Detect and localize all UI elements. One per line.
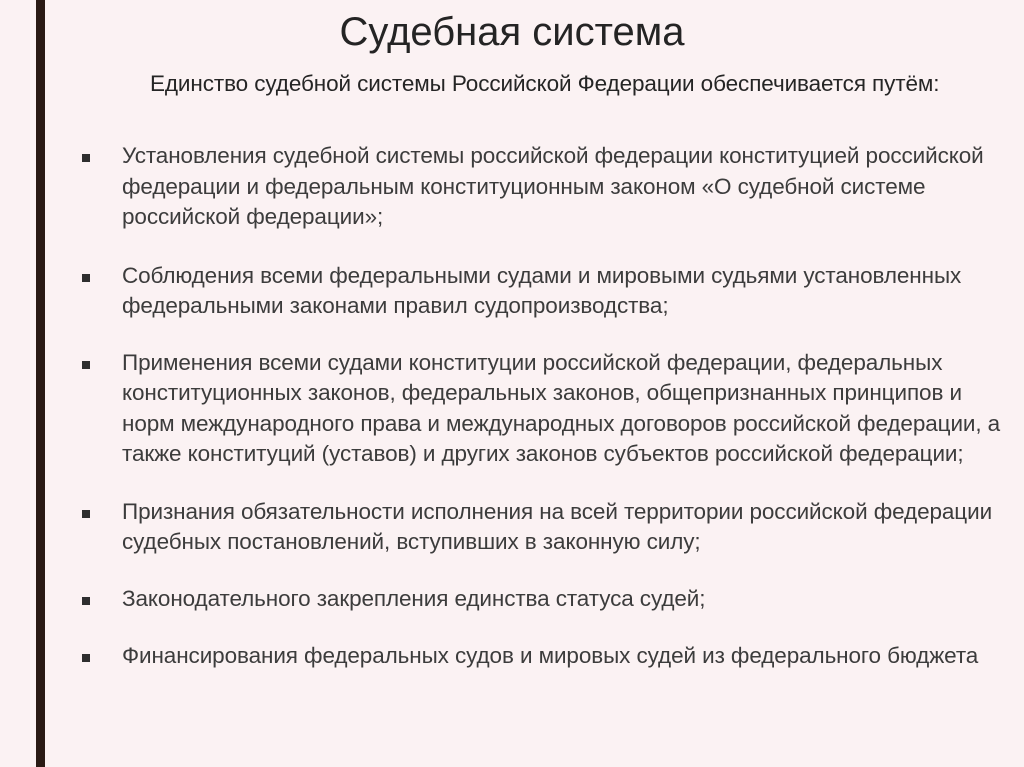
left-accent-bar xyxy=(36,0,45,767)
list-item xyxy=(79,348,1014,470)
list-item xyxy=(79,141,1014,233)
square-bullet-icon xyxy=(82,597,90,605)
square-bullet-icon xyxy=(82,654,90,662)
list-item-text: Законодательного закрепления единства статуса судей; xyxy=(122,585,706,611)
bullet-list xyxy=(79,141,1014,672)
list-item-text: Соблюдения всеми федеральными судами и мировыми судьями установленных федеральными законами правил судопроизводства; xyxy=(122,262,962,318)
list-item-text: Признания обязательности исполнения на всей территории российской федерации судебных постановлений, вступивших в законную силу; xyxy=(122,498,993,554)
slide-title: Судебная система xyxy=(339,10,685,54)
square-bullet-icon xyxy=(82,154,90,162)
list-item xyxy=(79,497,1014,558)
list-item xyxy=(79,584,1014,615)
list-item xyxy=(79,261,1014,322)
list-item-text: Финансирования федеральных судов и мировых судей из федерального бюджета xyxy=(122,643,979,668)
list-item-text: Установления судебной системы российской федерации конституцией российской федерации и федеральным конституционным законом «О судебной системе российской федерации»; xyxy=(122,143,984,229)
intro-text: Единство судебной системы Российской Федерации обеспечивается путём: xyxy=(150,71,940,96)
square-bullet-icon xyxy=(82,274,90,282)
list-item xyxy=(79,641,1014,672)
square-bullet-icon xyxy=(82,510,90,518)
square-bullet-icon xyxy=(82,361,90,369)
list-item-text: Применения всеми судами конституции российской федерации, федеральных конституционных законов, федеральных законов, общепризнанных принципов и норм международного права и международных договоров российской федерации, а также конституций (уставов) и других законов субъектов российской федерации; xyxy=(122,349,1001,466)
